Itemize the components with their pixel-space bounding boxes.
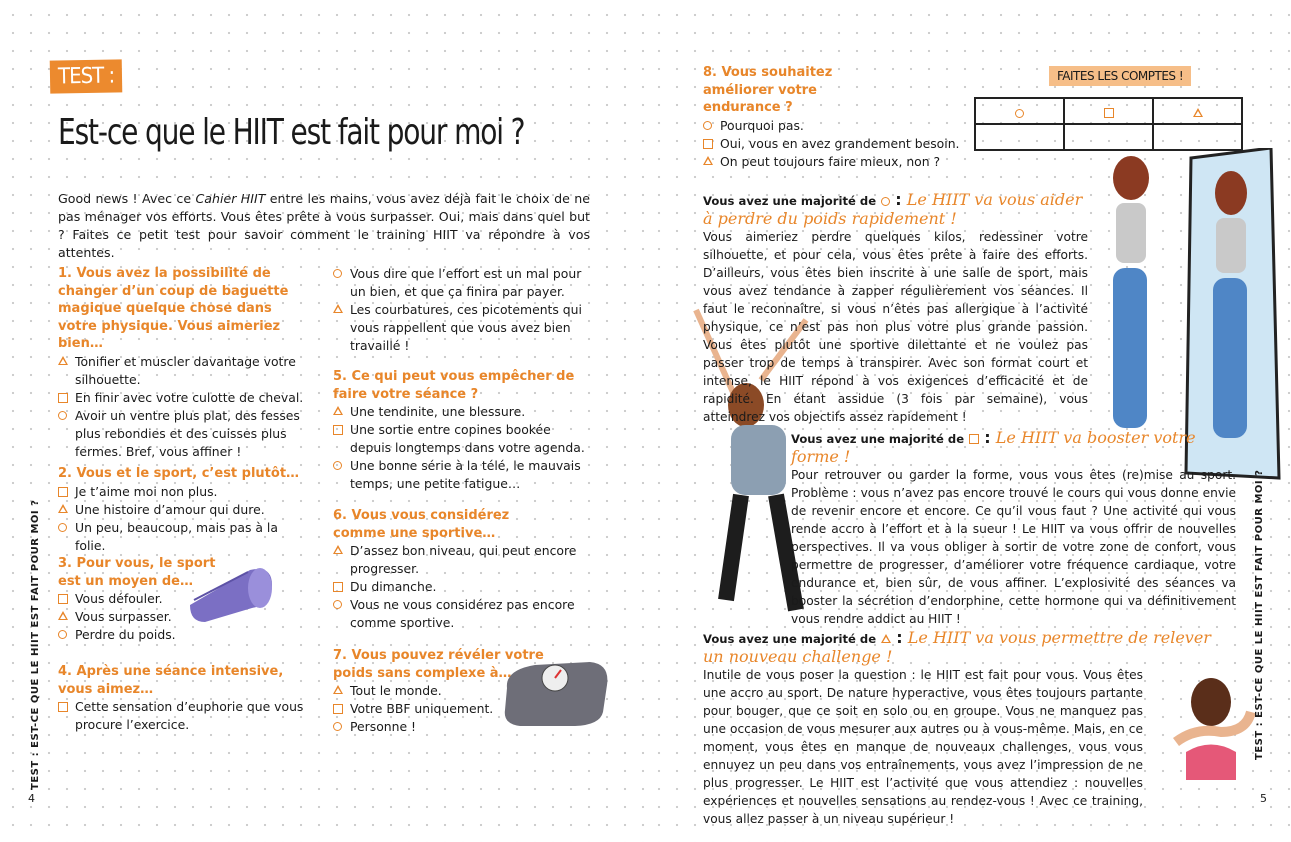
- question-8: [703, 64, 963, 171]
- question-2: [58, 465, 308, 555]
- page-title: Est-ce que le HIIT est fait pour moi ?: [58, 112, 525, 153]
- option[interactable]: Vous défouler.: [58, 590, 233, 608]
- result-text: Inutile de vous poser la question : le HIIT est fait pour vous. Vous êtes une accro au sport. De nature hyperactive, vous êtes toujours partante pour bouger, que ce soit en solo ou en groupe. Vous ne manquez pas une occasion de vous mesurer aux autres ou à vous-même. Mais, en ce moment, vous êtes en manque de nouveaux challenges, vous vous ennuyez un peu dans vos entraînements, vous avez l’impression de ne plus progresser. Le HIIT est l’activité que vous attendiez : nouvelles expériences et nouvelles sensations au rendez-vous ! Avec ce training, vous allez passer à un niveau supérieur !: [703, 668, 1143, 826]
- test-tag: TEST :: [50, 59, 123, 93]
- question-title: 2. Vous et le sport, c’est plutôt…: [58, 466, 300, 481]
- triangle-icon: [58, 611, 68, 620]
- square-icon: [58, 594, 68, 604]
- page-number: 4: [28, 792, 35, 805]
- square-icon: [58, 487, 68, 497]
- circle-icon: [333, 269, 342, 278]
- score-header-square: [1064, 98, 1153, 124]
- triangle-icon: [333, 406, 343, 415]
- question-1-continued: [333, 265, 595, 355]
- question-title: 7. Vous pouvez révéler votre poids sans complexe à…: [333, 648, 544, 681]
- triangle-icon: [333, 304, 343, 313]
- result-lead: Vous avez une majorité de: [703, 632, 877, 646]
- result-headline: Le HIIT va booster votre forme !: [791, 428, 1196, 466]
- question-6: [333, 507, 595, 632]
- question-5: [333, 368, 595, 493]
- option[interactable]: Cette sensation d’euphorie que vous procure l’exercice.: [58, 698, 308, 734]
- option[interactable]: Les courbatures, ces picotements qui vous rappellent que vous avez bien travaillé !: [333, 301, 595, 355]
- option[interactable]: Une histoire d’amour qui dure.: [58, 501, 308, 519]
- score-label: FAITES LES COMPTES !: [1049, 66, 1191, 86]
- option[interactable]: Avoir un ventre plus plat, des fesses plus rebondies et des cuisses plus fermes. Bref, vous affiner !: [58, 407, 308, 461]
- right-page: [646, 0, 1291, 842]
- flexing-woman-illustration: [1166, 672, 1256, 782]
- bathroom-scale-illustration: [495, 650, 615, 730]
- option[interactable]: On peut toujours faire mieux, non ?: [703, 153, 963, 171]
- circle-icon: [881, 197, 890, 206]
- circle-icon: [703, 121, 712, 130]
- result-square: Vous avez une majorité de : Le HIIT va booster votre forme ! Pour retrouver ou garder la forme, vous vous êtes (re)mise au sport. Problème : vous n’avez pas encore trouvé le cours qui vous donne envie de revenir encore et encore. Ce qu’il vous faut ? Une activité qui vous rende accro à l’effort et à la sueur ! Le HIIT va vous offrir de nouvelles perspectives. Il va vous obliger à sortir de votre zone de confort, vous permettre de progresser, d’améliorer votre fréquence cardiaque, votre endurance et, bien sûr, de vous affiner. L’explosivité des séances va booster la sécrétion d’endorphine, cette hormone qui va définitivement vous rendre addict au HIIT !: [791, 428, 1236, 626]
- option[interactable]: Du dimanche.: [333, 578, 595, 596]
- question-title: 5. Ce qui peut vous empêcher de faire votre séance ?: [333, 369, 575, 402]
- option[interactable]: Oui, vous en avez grandement besoin.: [703, 135, 963, 153]
- left-page: [0, 0, 645, 842]
- question-title: 4. Après une séance intensive, vous aimez…: [58, 664, 284, 697]
- intro-text-2: entre les mains, vous avez déjà fait le choix de ne pas ménager vos efforts. Vous êtes prête à vous surpasser. Oui, mais dans quel but ? Faites ce petit test pour savoir comment le training HIIT va répondre à vos attentes.: [58, 191, 591, 260]
- square-icon: [703, 139, 713, 149]
- question-title: 8. Vous souhaitez améliorer votre endurance ?: [703, 65, 833, 115]
- circle-icon: [333, 722, 342, 731]
- result-headline: Le HIIT va vous aider à perdre du poids rapidement !: [703, 190, 1083, 228]
- question-4: [58, 663, 308, 734]
- result-lead: Vous avez une majorité de: [703, 194, 877, 208]
- result-lead: Vous avez une majorité de: [791, 432, 965, 446]
- option[interactable]: Pourquoi pas.: [703, 117, 963, 135]
- square-icon: [333, 425, 343, 435]
- side-running-header: TEST : EST-CE QUE LE HIIT EST FAIT POUR MOI ?: [1254, 469, 1265, 760]
- square-icon: [58, 393, 68, 403]
- option[interactable]: Perdre du poids.: [58, 626, 233, 644]
- option[interactable]: Votre BBF uniquement.: [333, 700, 573, 718]
- option[interactable]: Une sortie entre copines bookée depuis longtemps dans votre agenda.: [333, 421, 595, 457]
- square-icon: [969, 434, 979, 444]
- intro-italic: Cahier HIIT: [195, 191, 266, 206]
- page-number: 5: [1260, 792, 1267, 805]
- option[interactable]: Vous dire que l’effort est un mal pour un bien, et que ça finira par payer.: [333, 265, 595, 301]
- side-running-header: TEST : EST-CE QUE LE HIIT EST FAIT POUR MOI ?: [30, 499, 41, 790]
- option[interactable]: Personne !: [333, 718, 573, 736]
- circle-icon: [333, 461, 342, 470]
- triangle-icon: [58, 356, 68, 365]
- option[interactable]: Tout le monde.: [333, 682, 573, 700]
- result-text: Vous aimeriez perdre quelques kilos, redessiner votre silhouette, et pour cela, vous êtes prête à faire des efforts. D’ailleurs, vous êtes bien inscrite à une salle de sport, mais vous avez tendance à zapper régulièrement vos séances. Il faut le reconnaître, si vous n’êtes pas allergique à l’activité physique, ce n’est pas non plus votre plus grande passion. Vous êtes plutôt une sportive dilettante et ne voulez pas passer trop de temps à transpirer. Avec son format court et intense, le HIIT répond à vos exigences d’efficacité et de rapidité. En étant assidue (3 fois par semaine), vous atteindrez vos objectifs assez rapidement !: [703, 230, 1088, 424]
- triangle-icon: [58, 504, 68, 513]
- score-header-triangle: [1153, 98, 1242, 124]
- triangle-icon: [1193, 108, 1203, 117]
- yoga-mat-illustration: [180, 560, 280, 630]
- score-cell-circle[interactable]: [975, 124, 1064, 150]
- square-icon: [1104, 108, 1114, 118]
- option[interactable]: Vous ne vous considérez pas encore comme sportive.: [333, 596, 595, 632]
- triangle-icon: [881, 634, 891, 643]
- circle-icon: [333, 600, 342, 609]
- score-header-circle: [975, 98, 1064, 124]
- score-cell-triangle[interactable]: [1153, 124, 1242, 150]
- triangle-icon: [333, 685, 343, 694]
- option[interactable]: Tonifier et muscler davantage votre silhouette.: [58, 353, 308, 389]
- option[interactable]: Vous surpasser.: [58, 608, 233, 626]
- option[interactable]: D’assez bon niveau, qui peut encore progresser.: [333, 542, 595, 578]
- result-circle: Vous avez une majorité de : Le HIIT va vous aider à perdre du poids rapidement ! Vous aimeriez perdre quelques kilos, redessiner votre silhouette, et pour cela, vous êtes prête à faire des efforts. D’ailleurs, vous êtes bien inscrite à une salle de sport, mais vous avez tendance à zapper régulièrement vos séances. Il faut le reconnaître, si vous n’êtes pas allergique à l’activité physique, ce n’est pas non plus votre plus grande passion. Vous êtes plutôt une sportive dilettante et ne voulez pas passer trop de temps à transpirer. Avec son format court et intense, le HIIT répond à vos exigences d’efficacité et de rapidité. En étant assidue (3 fois par semaine), vous atteindrez vos objectifs assez rapidement !: [703, 190, 1088, 424]
- triangle-icon: [703, 156, 713, 165]
- square-icon: [333, 582, 343, 592]
- question-title: 6. Vous vous considérez comme une sportive…: [333, 508, 510, 541]
- result-triangle: Vous avez une majorité de : Le HIIT va vous permettre de relever un nouveau challenge ! Inutile de vous poser la question : le HIIT est fait pour vous. Vous êtes une accro au sport. De nature hyperactive, vous êtes toujours partante pour bouger, que ce soit en solo ou en groupe. Vous ne manquez pas une occasion de vous mesurer aux autres ou à vous-même. Mais, en ce moment, vous êtes en manque de nouveaux challenges, vous vous ennuyez un peu dans vos entraînements, vous avez l’impression de ne plus progresser. Le HIIT est l’activité que vous attendiez : nouvelles expériences et nouvelles sensations au rendez-vous ! Avec ce training, vous allez passer à un niveau supérieur !: [703, 628, 1211, 826]
- question-1: [58, 265, 308, 461]
- question-title: 1. Vous avez la possibilité de changer d’un coup de baguette magique quelque chose dans votre physique. Vous aimeriez bien…: [58, 266, 289, 351]
- score-cell-square[interactable]: [1064, 124, 1153, 150]
- circle-icon: [58, 630, 67, 639]
- square-icon: [58, 702, 68, 712]
- score-table: [974, 97, 1243, 151]
- intro-paragraph: [58, 190, 590, 262]
- circle-icon: [1015, 109, 1024, 118]
- intro-text: Good news ! Avec ce: [58, 191, 196, 206]
- option[interactable]: Un peu, beaucoup, mais pas à la folie.: [58, 519, 308, 555]
- triangle-icon: [333, 545, 343, 554]
- result-headline: Le HIIT va vous permettre de relever un nouveau challenge !: [703, 628, 1211, 666]
- question-title: 3. Pour vous, le sport est un moyen de…: [58, 556, 216, 589]
- circle-icon: [58, 523, 67, 532]
- option[interactable]: En finir avec votre culotte de cheval.: [58, 389, 308, 407]
- square-icon: [333, 704, 343, 714]
- option[interactable]: Je t’aime moi non plus.: [58, 483, 308, 501]
- circle-icon: [58, 411, 67, 420]
- option[interactable]: Une tendinite, une blessure.: [333, 403, 595, 421]
- result-text: Pour retrouver ou garder la forme, vous vous êtes (re)mise au sport. Problème : vous n’avez pas encore trouvé le cours qui vous donne envie de revenir encore et encore. Ce qu’il vous faut ? Une activité qui vous rende accro à l’effort et à la sueur ! Le HIIT va vous offrir de nouvelles perspectives. Il va vous obliger à sortir de votre zone de confort, vous permettre de progresser, d’améliorer votre fréquence cardiaque, votre endurance et, bien sûr, de vous affiner. L’explosivité des séances va booster la sécrétion d’endorphine, cette hormone qui va définitivement vous rendre addict au HIIT !: [791, 468, 1236, 626]
- option[interactable]: Une bonne série à la télé, le mauvais temps, une petite fatigue…: [333, 457, 595, 493]
